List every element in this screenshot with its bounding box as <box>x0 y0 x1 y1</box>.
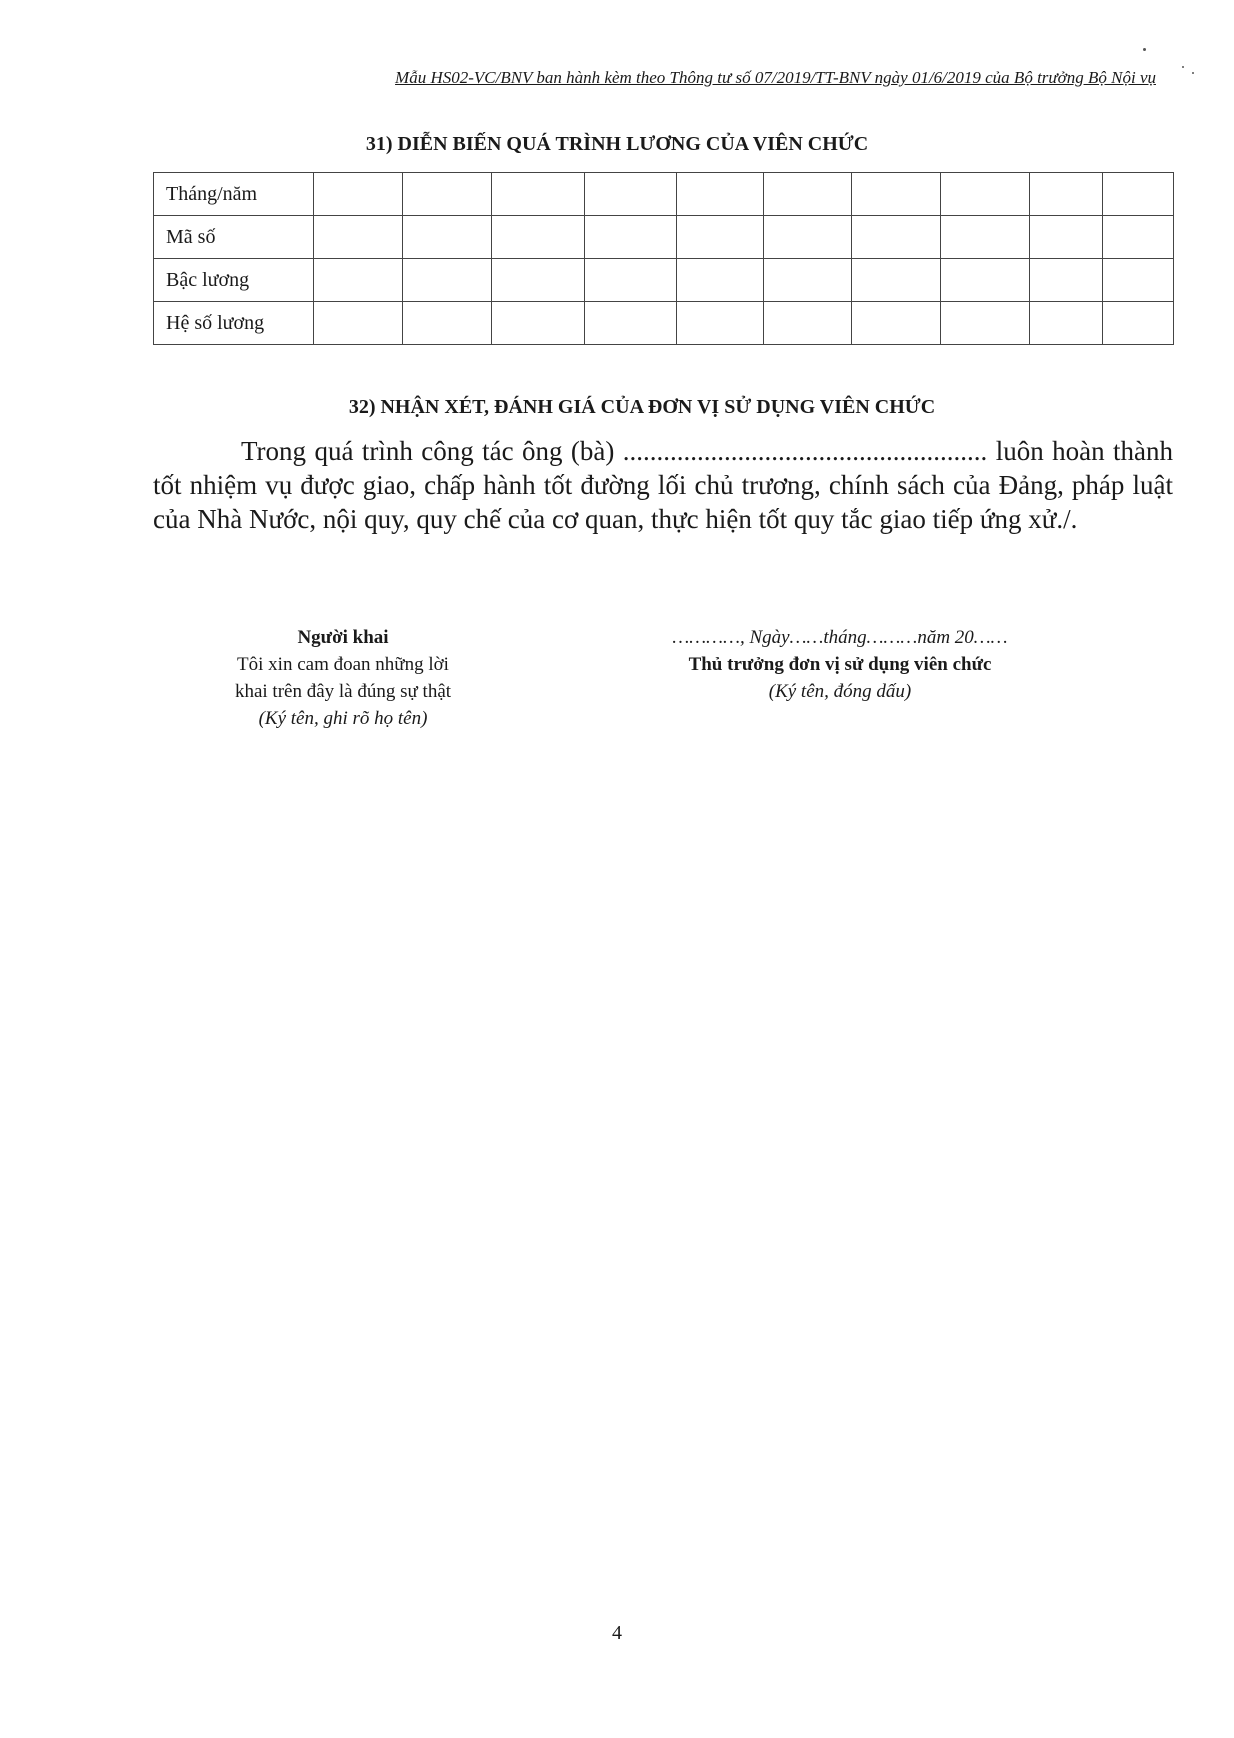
table-cell[interactable] <box>1103 173 1174 216</box>
section-32-title: 32) NHẬN XÉT, ĐÁNH GIÁ CỦA ĐƠN VỊ SỬ DỤNG VIÊN CHỨC <box>348 396 936 418</box>
table-cell[interactable] <box>764 216 852 259</box>
table-cell[interactable] <box>1030 259 1103 302</box>
table-cell[interactable] <box>585 259 677 302</box>
table-row <box>154 302 1174 345</box>
table-cell[interactable] <box>585 173 677 216</box>
assessment-paragraph <box>153 434 1173 536</box>
table-cell[interactable] <box>852 173 941 216</box>
head-of-unit-title: Thủ trưởng đơn vị sử dụng viên chức <box>688 654 992 675</box>
table-row <box>154 259 1174 302</box>
table-cell[interactable] <box>314 302 403 345</box>
scan-speck <box>1192 72 1194 74</box>
table-cell[interactable] <box>403 173 492 216</box>
table-cell[interactable] <box>585 302 677 345</box>
table-cell[interactable] <box>314 259 403 302</box>
date-line: …………, Ngày……tháng………năm 20…… <box>672 627 1008 648</box>
head-of-unit-sign-note: (Ký tên, đóng dấu) <box>768 681 912 702</box>
table-cell[interactable] <box>403 259 492 302</box>
table-row <box>154 173 1174 216</box>
section-31-title: 31) DIỄN BIẾN QUÁ TRÌNH LƯƠNG CỦA VIÊN CHỨC <box>365 133 869 155</box>
declaration-line-1: Tôi xin cam đoan những lời <box>237 654 449 675</box>
row-label: Mã số <box>154 216 314 259</box>
table-cell[interactable] <box>941 173 1030 216</box>
table-cell[interactable] <box>677 216 764 259</box>
table-cell[interactable] <box>403 302 492 345</box>
declarant-title: Người khai <box>297 627 389 648</box>
table-cell[interactable] <box>1030 216 1103 259</box>
table-cell[interactable] <box>677 259 764 302</box>
table-cell[interactable] <box>852 259 941 302</box>
table-cell[interactable] <box>492 216 585 259</box>
page-number: 4 <box>612 1622 622 1644</box>
table-cell[interactable] <box>492 302 585 345</box>
declarant-signature-block <box>193 624 493 732</box>
table-cell[interactable] <box>492 173 585 216</box>
table-cell[interactable] <box>764 259 852 302</box>
scan-speck <box>1182 66 1184 68</box>
table-cell[interactable] <box>764 173 852 216</box>
table-cell[interactable] <box>941 216 1030 259</box>
row-label: Tháng/năm <box>154 173 314 216</box>
table-cell[interactable] <box>314 173 403 216</box>
table-cell[interactable] <box>314 216 403 259</box>
table-cell[interactable] <box>585 216 677 259</box>
table-cell[interactable] <box>1103 259 1174 302</box>
table-cell[interactable] <box>677 302 764 345</box>
table-cell[interactable] <box>1103 302 1174 345</box>
table-cell[interactable] <box>941 259 1030 302</box>
table-cell[interactable] <box>852 302 941 345</box>
table-cell[interactable] <box>492 259 585 302</box>
salary-history-table <box>153 172 1174 345</box>
form-reference-note: Mẫu HS02-VC/BNV ban hành kèm theo Thông tư số 07/2019/TT-BNV ngày 01/6/2019 của Bộ trưởng Bộ Nội vụ <box>395 68 1156 87</box>
table-cell[interactable] <box>403 216 492 259</box>
table-cell[interactable] <box>852 216 941 259</box>
row-label: Bậc lương <box>154 259 314 302</box>
table-cell[interactable] <box>1030 302 1103 345</box>
declarant-sign-note: (Ký tên, ghi rõ họ tên) <box>258 708 428 729</box>
declaration-line-2: khai trên đây là đúng sự thật <box>234 681 452 702</box>
table-cell[interactable] <box>941 302 1030 345</box>
assessment-text: Trong quá trình công tác ông (bà) ...................................................... luôn hoàn thành tốt nhiệm vụ được giao, chấp hành tốt đường lối chủ trương, chính sách của Đảng, pháp luật của Nhà Nước, nội quy, quy chế của cơ quan, thực hiện tốt quy tắc giao tiếp ứng xử./. <box>153 436 1173 534</box>
table-cell[interactable] <box>1030 173 1103 216</box>
table-row <box>154 216 1174 259</box>
table-cell[interactable] <box>764 302 852 345</box>
row-label: Hệ số lương <box>154 302 314 345</box>
head-of-unit-signature-block <box>630 624 1050 705</box>
table-cell[interactable] <box>1103 216 1174 259</box>
scan-speck <box>1143 48 1146 51</box>
table-cell[interactable] <box>677 173 764 216</box>
